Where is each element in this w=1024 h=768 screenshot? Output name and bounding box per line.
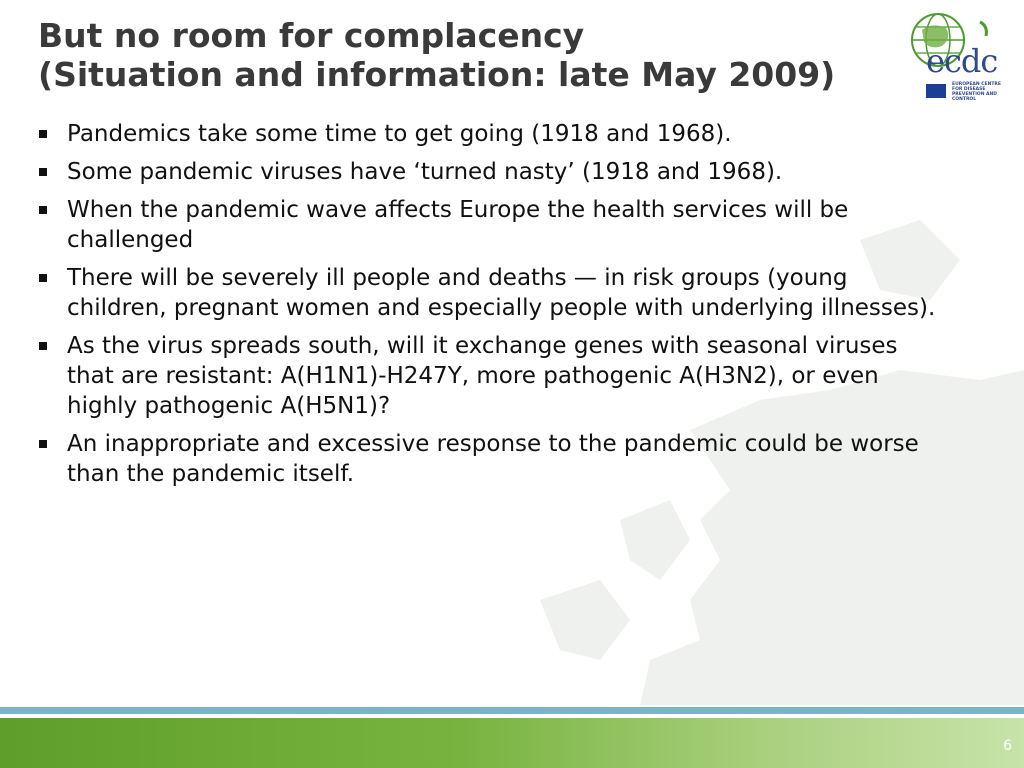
ecdc-logo-subtitle: EUROPEAN CENTRE FOR DISEASE PREVENTION AND CONTROL	[952, 82, 1001, 102]
square-bullet-icon	[39, 206, 47, 214]
bullet-item	[36, 331, 936, 421]
slide-title	[38, 16, 898, 94]
bullet-list	[36, 119, 936, 497]
footer-band	[0, 718, 1024, 768]
square-bullet-icon	[39, 342, 47, 350]
bullet-text: Some pandemic viruses have ‘turned nasty’ (1918 and 1968).	[67, 159, 783, 185]
bullet-item	[36, 119, 936, 149]
square-bullet-icon	[39, 168, 47, 176]
bullet-text: When the pandemic wave affects Europe the health services will be challenged	[67, 197, 849, 253]
page-number: 6	[1003, 738, 1012, 754]
ecdc-logo-text: ecdc	[926, 42, 998, 80]
square-bullet-icon	[39, 274, 47, 282]
title-line-1: But no room for complacency	[38, 16, 585, 55]
eu-flag-icon	[926, 84, 946, 98]
bullet-text: Pandemics take some time to get going (1918 and 1968).	[67, 121, 732, 147]
bullet-item	[36, 157, 936, 187]
square-bullet-icon	[39, 130, 47, 138]
title-line-2: (Situation and information: late May 2009)	[38, 55, 836, 94]
bullet-item	[36, 429, 936, 489]
square-bullet-icon	[39, 440, 47, 448]
bullet-text: There will be severely ill people and deaths — in risk groups (young children, pregnant women and especially people with underlying illnesses).	[67, 265, 936, 321]
footer-accent-line	[0, 707, 1024, 714]
bullet-text: As the virus spreads south, will it exchange genes with seasonal viruses that are resistant: A(H1N1)-H247Y, more pathogenic A(H3N2), or even highly pathogenic A(H5N1)?	[67, 333, 898, 419]
bullet-item	[36, 195, 936, 255]
bullet-item	[36, 263, 936, 323]
bullet-text: An inappropriate and excessive response to the pandemic could be worse than the pandemic itself.	[67, 431, 919, 487]
